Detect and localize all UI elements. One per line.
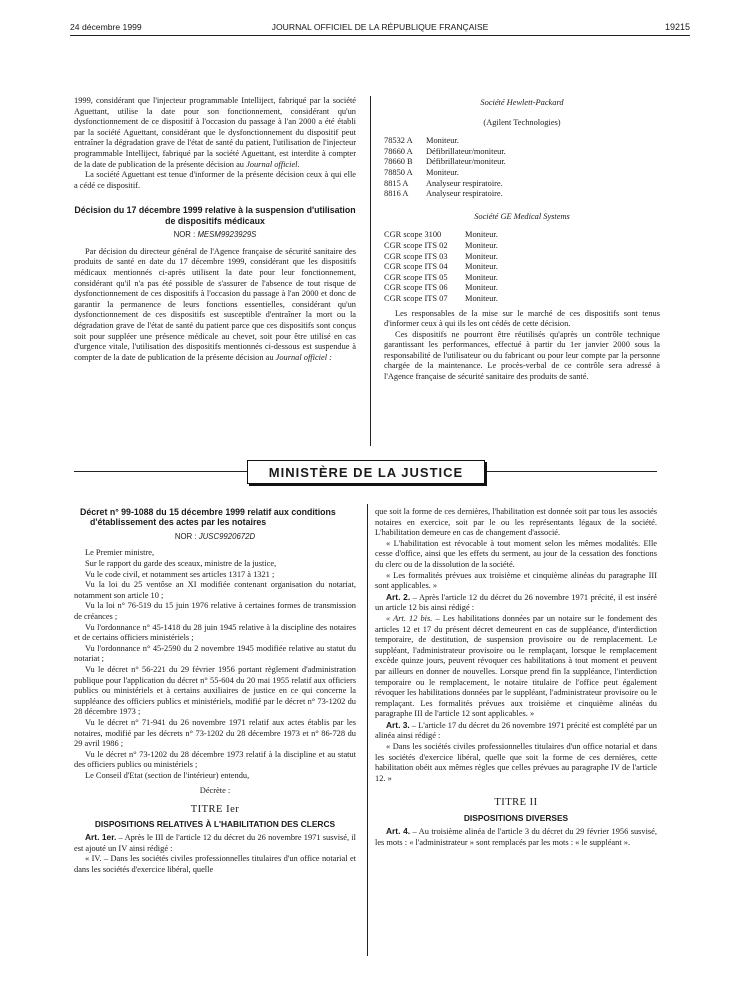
header-journal-title: JOURNAL OFFICIEL DE LA RÉPUBLIQUE FRANÇAISE: [271, 22, 489, 32]
device-name: Moniteur.: [465, 240, 498, 250]
page-header: [70, 22, 690, 36]
visa-line: Sur le rapport du garde des sceaux, ministre de la justice,: [85, 559, 277, 568]
decree-title: Décret n° 99-1088 du 15 décembre 1999 relatif aux conditions d'établissement des actes par les notaires: [80, 507, 336, 528]
list-item: [384, 157, 660, 168]
titre-heading: TITRE II: [494, 797, 538, 809]
company-subname: (Agilent Technologies): [483, 117, 561, 127]
decision-title: Décision du 17 décembre 1999 relative à la suspension d'utilisation de dispositifs médicaux: [74, 205, 356, 226]
device-code: CGR scope ITS 07: [384, 293, 448, 303]
list-item: [384, 168, 660, 179]
visa-list: [74, 548, 356, 781]
list-item: [384, 230, 660, 241]
paragraph: « Dans les sociétés civiles professionnelles titulaires d'un office notarial et dans les sociétés d'exercice libéral, quelle que soit la forme de ces dernières, cette habilitation obéit aux mêmes règles que celles prévues au paragraphe IV de l'article 12. »: [375, 742, 657, 783]
device-name: Moniteur.: [426, 167, 459, 177]
device-code: 78850 A: [384, 167, 413, 177]
device-code: CGR scope ITS 03: [384, 251, 448, 261]
paragraph: que soit la forme de ces dernières, l'habilitation est donnée soit par tous les associés notaires en exercice, soit par le ou les représentants légaux de la société. L'habilitation demeure en cas de changement d'associé.: [375, 507, 657, 538]
paragraph: La société Aguettant est tenue d'informer de la présente décision ceux à qui elle a cédé ce dispositif.: [74, 170, 356, 190]
list-item: [384, 294, 660, 305]
device-code: CGR scope ITS 02: [384, 240, 448, 250]
device-code: 8816 A: [384, 189, 409, 199]
device-list-ge: [384, 230, 660, 304]
list-item: [384, 241, 660, 252]
visa-line: Vu le décret n° 71-941 du 26 novembre 1971 relatif aux actes établis par les notaires, modifié par les décrets n° 73-1202 du 28 décembre 1973 et n° 86-728 du 29 avril 1986 ;: [74, 717, 356, 749]
company-name: Société GE Medical Systems: [474, 211, 570, 221]
list-item: [384, 252, 660, 263]
titre-subheading: DISPOSITIONS RELATIVES À L'HABILITATION DES CLERCS: [94, 818, 336, 829]
device-list-hp: [384, 136, 660, 200]
bottom-right-column: [375, 507, 657, 849]
device-code: 78660 A: [384, 146, 413, 156]
device-name: Moniteur.: [465, 293, 498, 303]
ministry-banner: MINISTÈRE DE LA JUSTICE: [247, 460, 485, 484]
nor-reference: NOR : MESM9923929S: [173, 230, 257, 240]
top-left-column: [74, 96, 356, 363]
paragraph: « L'habilitation est révocable à tout moment selon les mêmes modalités. Elle cesse d'office, ainsi que les effets du serment, au jour de la cessation des fonctions du clerc ou de la dissolution de la société.: [375, 538, 657, 569]
device-name: Moniteur.: [465, 251, 498, 261]
column-divider: [370, 96, 371, 446]
article-paragraph: Art. 4. – Au troisième alinéa de l'article 3 du décret du 29 février 1956 susvisé, les mots : « l'administrateur » sont remplacés par les mots : « le suppléant ».: [375, 826, 657, 848]
header-date: 24 décembre 1999: [70, 22, 142, 32]
visa-line: Vu la loi n° 76-519 du 15 juin 1976 relative à certaines formes de transmission de créances ;: [74, 601, 356, 621]
paragraph: « IV. – Dans les sociétés civiles professionnelles titulaires d'un office notarial et dans les sociétés d'exercice libéral, quelle: [74, 854, 356, 874]
device-code: 78532 A: [384, 136, 413, 146]
paragraph: « Les formalités prévues aux troisième et cinquième alinéas du paragraphe III sont applicables. »: [375, 570, 657, 591]
device-code: CGR scope 3100: [384, 230, 442, 240]
bottom-left-column: [74, 507, 356, 875]
visa-line: Vu le code civil, et notamment ses articles 1317 à 1321 ;: [85, 569, 275, 579]
banner-rule-left: [74, 471, 247, 472]
device-name: Défibrillateur/moniteur.: [426, 146, 506, 156]
device-name: Moniteur.: [426, 136, 459, 146]
titre-heading: TITRE Ier: [190, 804, 240, 816]
nor-reference: NOR : JUSC9920672D: [174, 531, 256, 541]
visa-line: Vu le décret n° 56-221 du 29 février 1956 portant règlement d'administration publique pour l'application du décret n° 55-604 du 20 mai 1955 relatif aux officiers publics ou ministériels et à certains auxiliaires de justice en ce qui concerne la suppléance des officiers publics et ministériels, modifié par le décret n° 73-1202 du 28 décembre 1973 ;: [74, 664, 356, 717]
device-name: Moniteur.: [465, 283, 498, 293]
visa-line: Le Premier ministre,: [85, 548, 155, 558]
paragraph: Ces dispositifs ne pourront être réutilisés qu'après un contrôle technique garantissant les performances, effectué à partir du 1er janvier 2000 sous la responsabilité de l'utilisateur ou du fabricant ou pour leur compte par la personne chargée de la maintenance. Le procès-verbal de ce contrôle sera adressé à l'Agence française de sécurité sanitaire des produits de santé.: [384, 329, 660, 382]
list-item: [384, 283, 660, 294]
visa-line: Vu le décret n° 73-1202 du 28 décembre 1973 relatif à la discipline et au statut des officiers publics ou ministériels ;: [74, 749, 356, 770]
paragraph: Par décision du directeur général de l'Agence française de sécurité sanitaire des produits de santé en date du 17 décembre 1999, considérant que les dispositifs médicaux mentionnés ci-après utilisent la date pour leur fonctionnement, considérant qu'il n'a pas été possible de s'assurer de l'absence de tout risque de dysfonctionnement de ces dispositifs à l'occasion du passage à l'an 2000 et donc de garantir la permanence de leurs fonctions essentielles, considérant qu'un dysfonctionnement de ces dispositifs est susceptible d'entraîner la mort ou la dégradation grave de l'état de santé du patient parce que ces dispositifs sont conçus soit pour suppléer une présence médicale au chevet, soit pour être utilisé en cas d'urgence vitale, l'utilisation des dispositifs mentionnés ci-dessous est suspendue à compter de la date de publication de la présente décision au Journal officiel :: [74, 246, 356, 362]
device-code: CGR scope ITS 06: [384, 283, 448, 293]
visa-line: Vu l'ordonnance n° 45-2590 du 2 novembre 1945 modifiée relative au statut du notariat ;: [74, 643, 356, 664]
device-name: Défibrillateur/moniteur.: [426, 157, 506, 167]
decrete-label: Décrète :: [199, 786, 231, 796]
header-page-number: 19215: [664, 22, 690, 32]
article-paragraph: Art. 1er. – Après le III de l'article 12 du décret du 26 novembre 1971 susvisé, il est ajouté un IV ainsi rédigé :: [74, 832, 356, 853]
device-name: Analyseur respiratoire.: [426, 178, 503, 188]
paragraph: Les responsables de la mise sur le marché de ces dispositifs sont tenus d'informer ceux à qui ils les ont cédés de cette décision.: [384, 308, 660, 329]
column-divider: [367, 504, 368, 956]
device-name: Moniteur.: [465, 262, 498, 272]
device-name: Moniteur.: [465, 272, 498, 282]
list-item: [384, 179, 660, 190]
list-item: [384, 189, 660, 200]
visa-line: Vu la loi du 25 ventôse an XI modifiée contenant organisation du notariat, notamment son article 10 ;: [74, 580, 356, 600]
top-right-column: [384, 98, 660, 383]
device-name: Analyseur respiratoire.: [426, 189, 503, 199]
paragraph: 1999, considérant que l'injecteur programmable Intelliject, fabriqué par la société Aguettant, utilise la date pour son fonctionnement, considérant qu'un dysfonctionnement de ce dispositif à l'occasion du passage à l'an 2000 a été établi par la société Aguettant, considérant que le dysfonctionnement du dispositif peut entraîner la dégradation grave de l'état de santé du patient, l'utilisation de l'injecteur programmable Intelliject, fabriqué par la société Aguettant, est interdite à compter de la date de publication de la présente décision au Journal officiel.: [74, 96, 356, 169]
device-name: Moniteur.: [465, 230, 498, 240]
banner-rule-right: [487, 471, 657, 472]
paragraph: « Art. 12 bis. – Les habilitations données par un notaire sur le fondement des articles 12 et 17 du présent décret demeurent en cas de suppléance, d'interdiction temporaire, de destitution, de suspension provisoire ou de remplacement. Le suppléant, l'administrateur provisoire ou le remplaçant, lorsque le remplacement excède quinze jours, peuvent révoquer ces habilitations à tout moment et peuvent par ailleurs en donner de nouvelles. Lorsque prend fin la suppléance, l'interdiction temporaire ou le remplacement, le notaire titulaire de l'office peut également révoquer les habilitations données par le suppléant, l'administrateur provisoire ou le remplaçant. Les formalités prévues aux troisième et cinquième alinéas du paragraphe III de l'article 12 sont applicables. »: [375, 613, 658, 719]
device-code: CGR scope ITS 05: [384, 272, 448, 282]
list-item: [384, 136, 660, 147]
device-code: CGR scope ITS 04: [384, 262, 448, 272]
device-code: 78660 B: [384, 157, 413, 167]
company-name: Société Hewlett-Packard: [480, 98, 564, 107]
list-item: [384, 262, 660, 273]
visa-line: Vu l'ordonnance n° 45-1418 du 28 juin 1945 relative à la discipline des notaires et de certains officiers ministériels ;: [74, 622, 356, 643]
list-item: [384, 273, 660, 284]
article-paragraph: Art. 2. – Après l'article 12 du décret du 26 novembre 1971 précité, il est inséré un article 12 bis ainsi rédigé :: [375, 591, 657, 613]
list-item: [384, 147, 660, 158]
article-paragraph: Art. 3. – L'article 17 du décret du 26 novembre 1971 précité est complété par un alinéa ainsi rédigé :: [375, 719, 657, 741]
titre-subheading: DISPOSITIONS DIVERSES: [463, 813, 569, 824]
device-code: 8815 A: [384, 178, 409, 188]
visa-line: Le Conseil d'Etat (section de l'intérieur) entendu,: [85, 770, 250, 780]
